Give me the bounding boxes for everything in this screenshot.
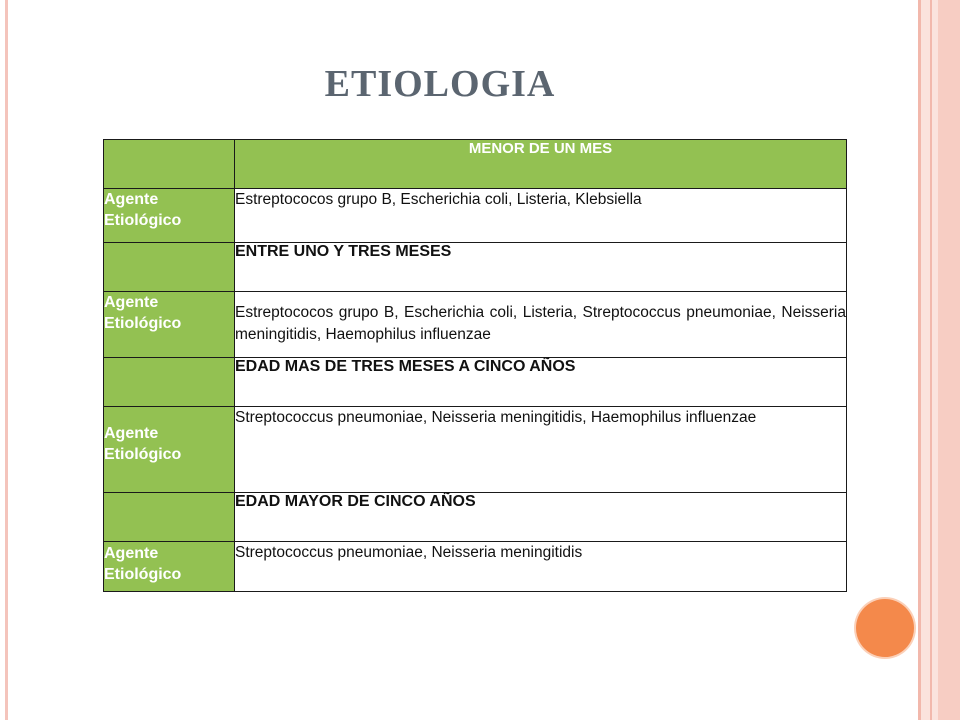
section-blank-cell (104, 243, 235, 292)
agent-content: Streptococcus pneumoniae, Neisseria meningitidis (235, 542, 847, 592)
table-row (104, 542, 847, 592)
agent-label-line1: Agente (104, 425, 159, 442)
table-row (104, 493, 847, 542)
right-stripe (938, 0, 960, 720)
etiology-table (103, 139, 847, 592)
agent-label-line1: Agente (104, 545, 159, 562)
agent-content: Estreptococos grupo B, Escherichia coli, Listeria, Klebsiella (235, 189, 847, 243)
agent-label-line2: Etiológico (104, 566, 182, 583)
section-edad-mayor-de-cinco-anos: EDAD MAYOR DE CINCO AÑOS (235, 493, 847, 542)
section-edad-mas-de-tres-meses: EDAD MAS DE TRES MESES A CINCO AÑOS (235, 358, 847, 407)
right-stripe (921, 0, 930, 720)
agent-label-line2: Etiológico (104, 315, 182, 332)
header-blank-cell (104, 140, 235, 189)
agent-label (104, 189, 235, 243)
table-row (104, 292, 847, 358)
agent-content: Streptococcus pneumoniae, Neisseria meningitidis, Haemophilus influenzae (235, 407, 847, 493)
left-frame-line (5, 0, 8, 720)
agent-label-line1: Agente (104, 294, 159, 311)
table-row (104, 189, 847, 243)
agent-content: Estreptococos grupo B, Escherichia coli, Listeria, Streptococcus pneumoniae, Neisseria meningitidis, Haemophilus influenzae (235, 292, 847, 358)
agent-label (104, 542, 235, 592)
header-menor-de-un-mes: MENOR DE UN MES (235, 140, 847, 189)
agent-label (104, 407, 235, 493)
section-entre-uno-y-tres-meses: ENTRE UNO Y TRES MESES (235, 243, 847, 292)
table-row (104, 140, 847, 189)
agent-label-line2: Etiológico (104, 446, 182, 463)
table-row (104, 243, 847, 292)
agent-label (104, 292, 235, 358)
agent-label-line1: Agente (104, 191, 159, 208)
table-row (104, 407, 847, 493)
agent-label-line2: Etiológico (104, 212, 182, 229)
section-blank-cell (104, 493, 235, 542)
table-row (104, 358, 847, 407)
slide-title: ETIOLOGIA (324, 63, 556, 105)
section-blank-cell (104, 358, 235, 407)
decorative-orange-circle (856, 599, 914, 657)
